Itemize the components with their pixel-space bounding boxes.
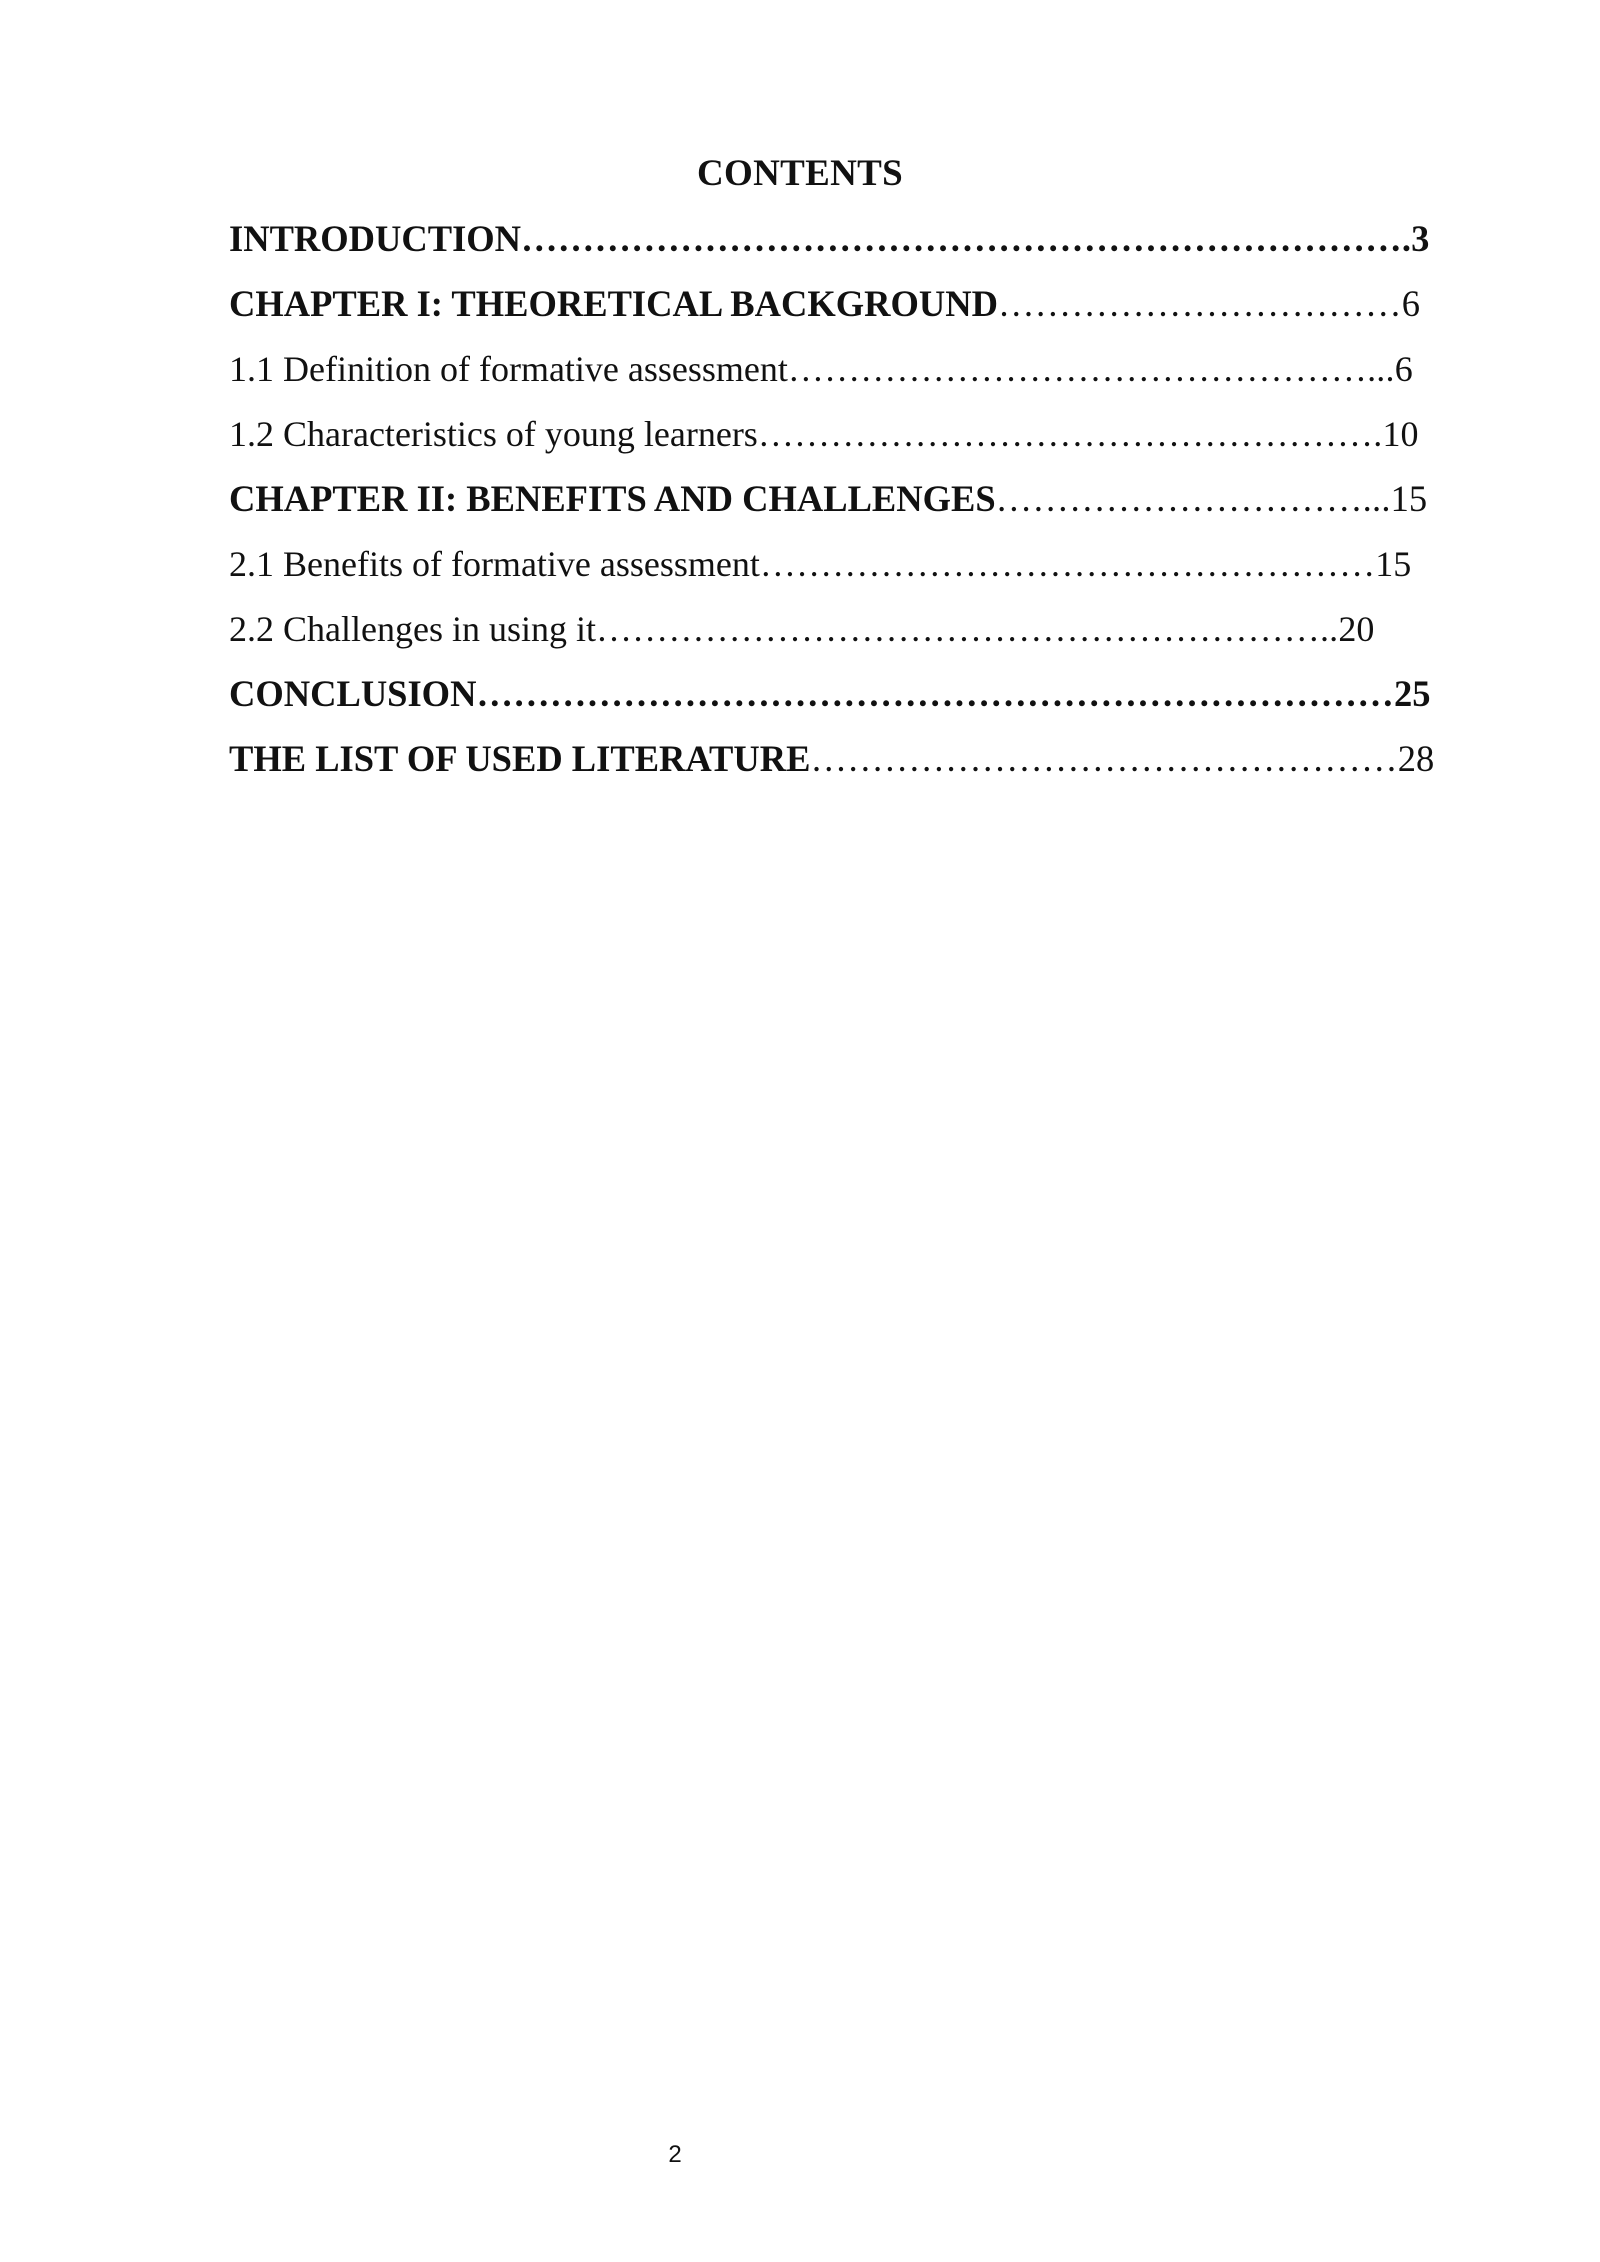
toc-entry-title: 2.2 Challenges in using it [229,609,596,649]
toc-entry-page: 20 [1338,609,1375,649]
toc-entry-title: THE LIST OF USED LITERATURE [229,738,811,779]
toc-entry-page: 15 [1390,478,1428,519]
toc-entry-title: 1.2 Characteristics of young learners [229,414,758,454]
toc-entry-leader: …………………………... [995,478,1391,519]
toc-entry-leader: ………………………………………………………………. [521,218,1412,259]
toc-entry-title: CHAPTER I: THEORETICAL BACKGROUND [229,283,998,324]
toc-entry-section-1-1[interactable] [229,344,1479,409]
toc-entry-page: 28 [1397,738,1435,779]
toc-entry-page: 25 [1393,673,1431,714]
toc-entry-leader: ………………………………………………………………… [476,673,1394,714]
toc-entry-page: 15 [1375,544,1412,584]
toc-entry-leader: ………………………………………… [810,738,1398,779]
toc-entry-section-2-1[interactable] [229,539,1479,604]
toc-entry-page: 6 [1394,349,1413,389]
toc-entry-leader: …………………………………………… [759,544,1376,584]
toc-entry-page: 10 [1382,414,1419,454]
toc-entry-introduction[interactable] [229,214,1479,279]
toc-entry-title: CHAPTER II: BENEFITS AND CHALLENGES [229,478,996,519]
contents-title: CONTENTS [697,153,903,194]
table-of-contents [229,214,1479,799]
toc-entry-chapter-1[interactable] [229,279,1479,344]
toc-entry-page: 6 [1401,283,1420,324]
toc-entry-literature[interactable] [229,734,1479,799]
toc-entry-leader: …………………………… [997,283,1402,324]
page-number: 2 [668,2141,682,2168]
toc-entry-leader: ……………………………………………. [757,414,1383,454]
toc-entry-leader: …………………………………………………….. [595,609,1339,649]
toc-entry-title: CONCLUSION [229,673,477,714]
toc-entry-section-1-2[interactable] [229,409,1479,474]
toc-entry-title: 2.1 Benefits of formative assessment [229,544,760,584]
toc-entry-title: 1.1 Definition of formative assessment [229,349,788,389]
toc-entry-chapter-2[interactable] [229,474,1479,539]
toc-entry-page: 3 [1411,218,1430,259]
toc-entry-leader: …………………………………………... [787,349,1395,389]
toc-entry-conclusion[interactable] [229,669,1479,734]
toc-entry-title: INTRODUCTION [229,218,522,259]
toc-entry-section-2-2[interactable] [229,604,1479,669]
